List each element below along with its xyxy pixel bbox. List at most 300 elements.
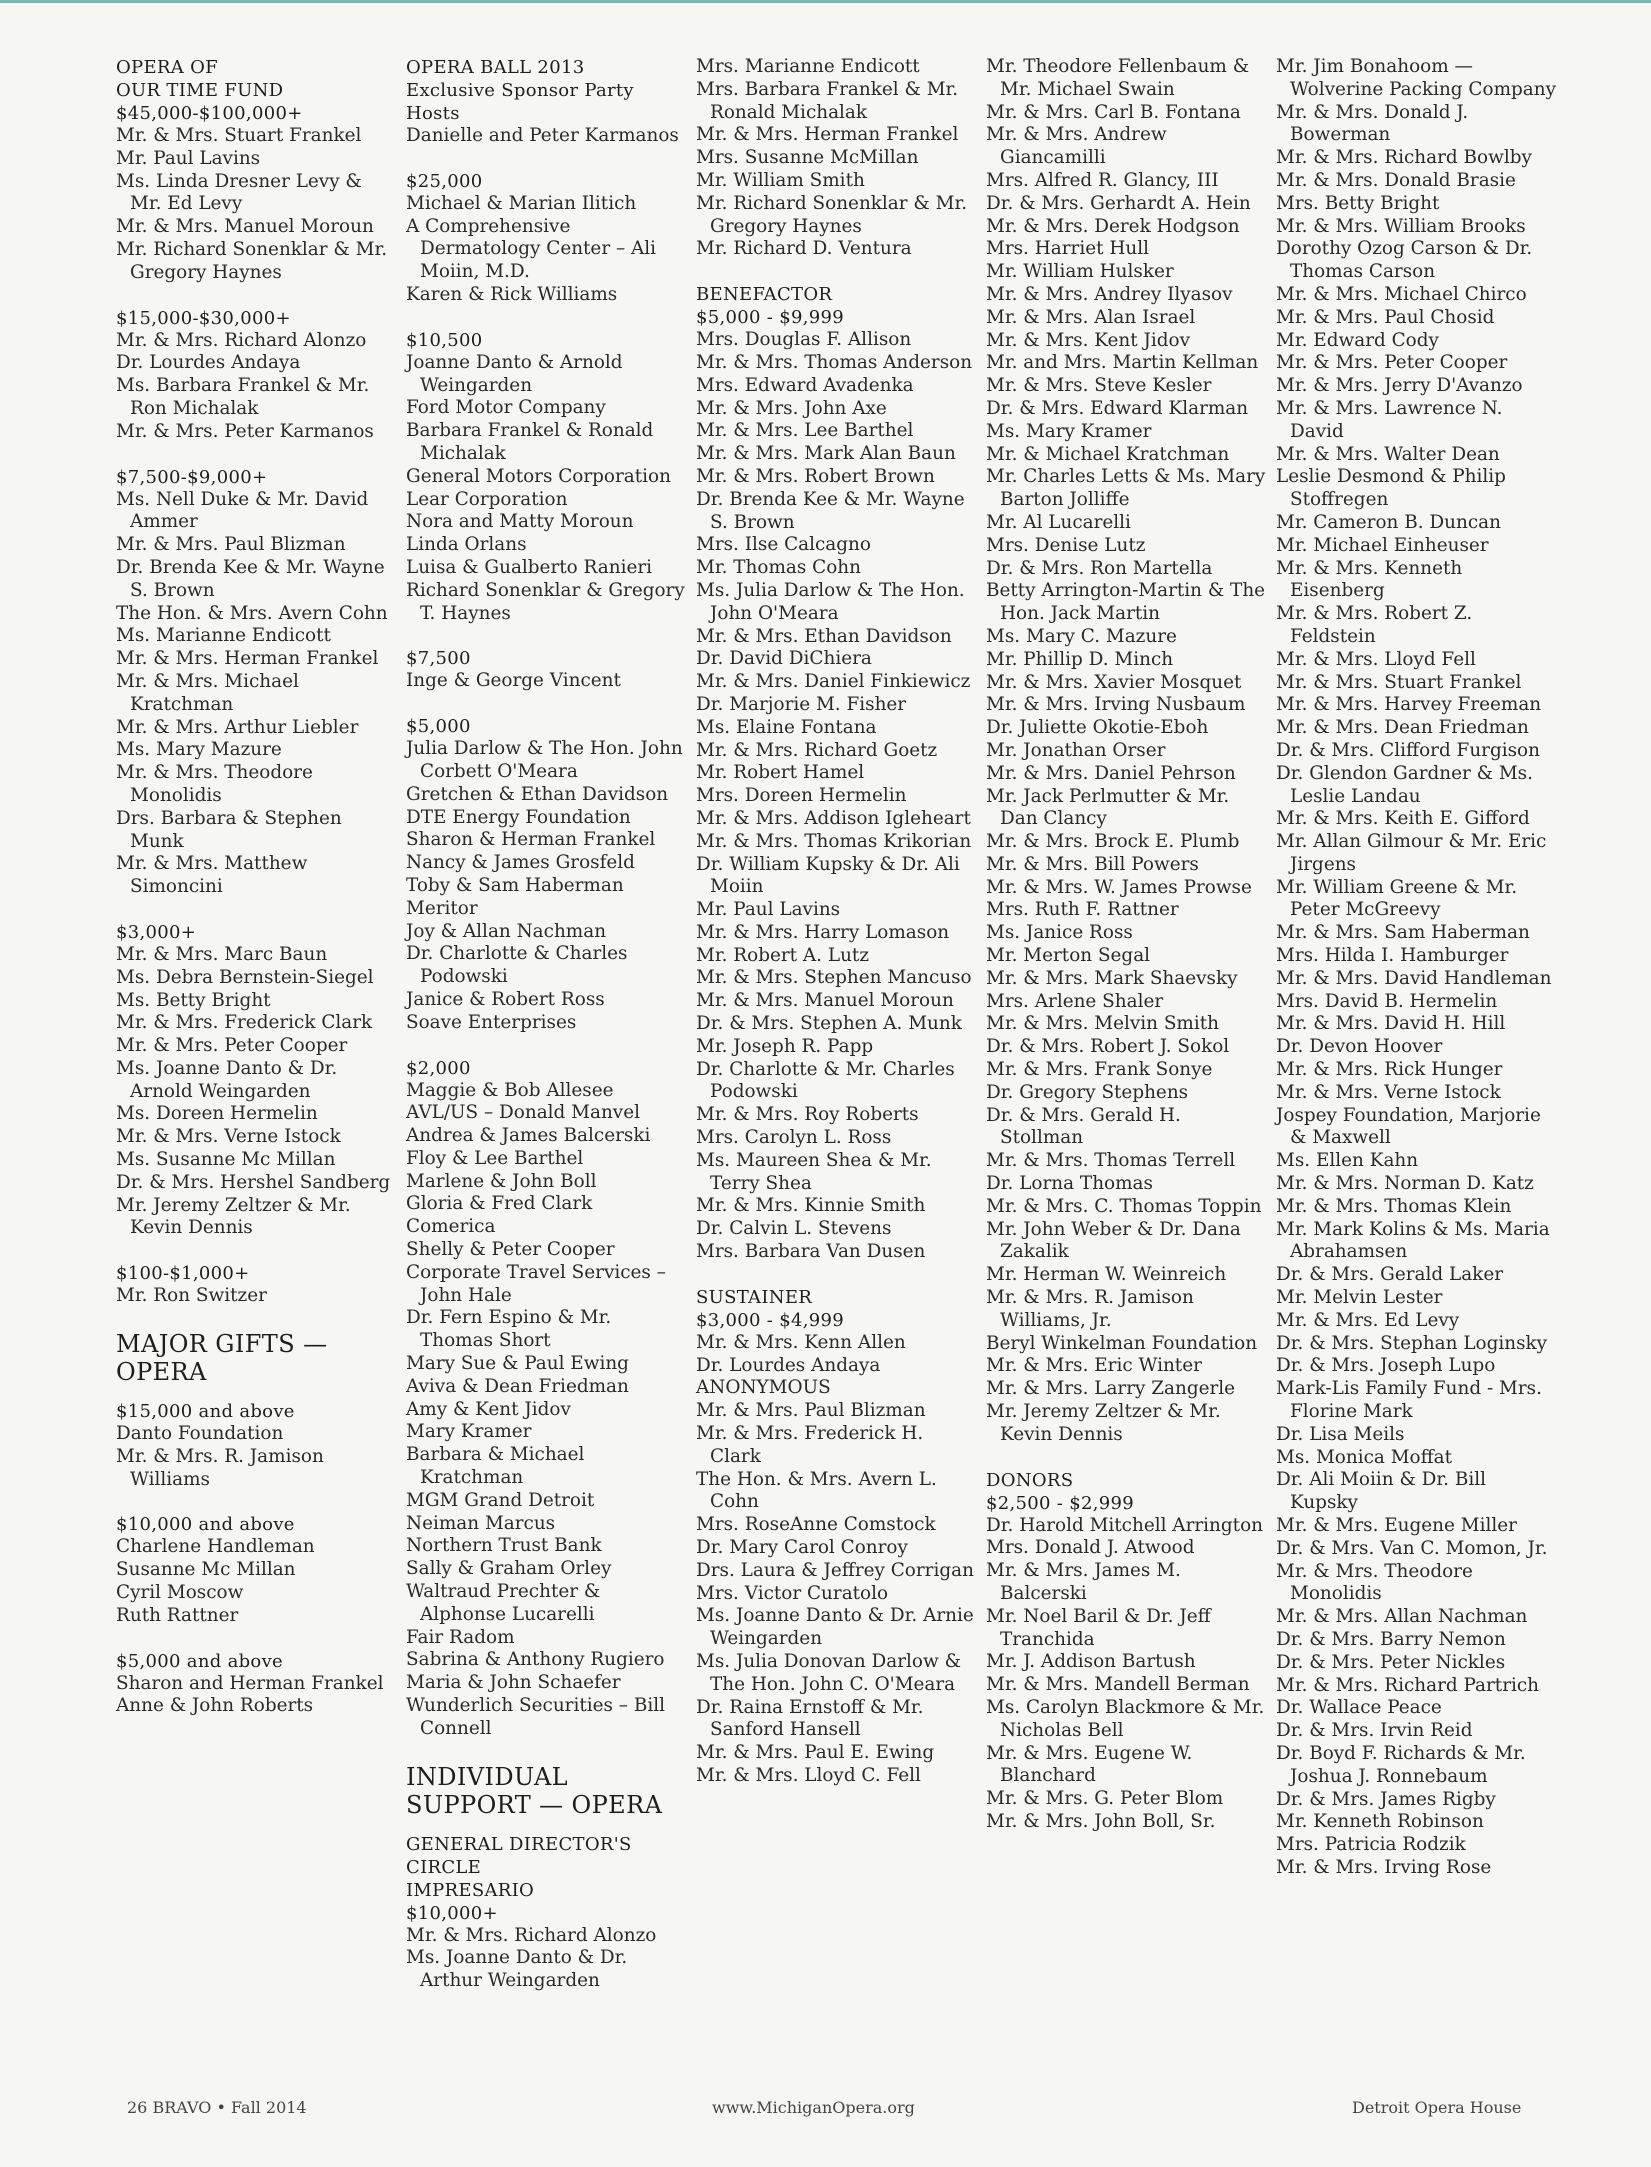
donor-entry: Mr. Jim Bonahoom — Wolverine Packing Company [1276,56,1556,100]
donor-entry: Dr. Charlotte & Charles Podowski [406,943,628,988]
donor-entry: Mr. & Mrs. Rick Hunger [1276,1059,1503,1081]
column-5 [1276,56,1558,1902]
donor-entry: Barbara & Michael Kratchman [406,1444,585,1489]
donor-entry: Mr. & Mrs. G. Peter Blom [986,1788,1224,1810]
donor-entry: Amy & Kent Jidov [406,1398,571,1420]
donor-entry: Nancy & James Grosfeld [406,852,635,874]
donor-entry: Ruth Rattner [116,1604,239,1626]
donor-entry: Danielle and Peter Karmanos [406,125,679,146]
section-heading: DONORS [986,1469,1074,1491]
donor-entry: Mr. Kenneth Robinson [1276,1811,1484,1833]
section-heading: $2,500 - $2,999 [986,1492,1134,1514]
donor-entry: Mr. Al Lucarelli [986,511,1131,533]
donor-entry: Maria & John Schaefer [406,1672,621,1694]
donor-entry: Mr. & Mrs. Frank Sonye [986,1059,1213,1081]
donor-entry: Mrs. Douglas F. Allison [696,329,912,351]
section-heading: $3,000+ [116,921,197,943]
section-heading: $15,000-$30,000+ [116,307,291,329]
donor-entry: Sally & Graham Orley [406,1558,612,1580]
donor-entry: Mr. & Mrs. Eugene W. Blanchard [986,1742,1193,1787]
donor-entry: Neiman Marcus [406,1512,556,1534]
donor-entry: Mr. Noel Baril & Dr. Jeff Tranchida [986,1605,1211,1650]
donor-entry: Fair Radom [406,1626,515,1648]
donor-entry: Mr. & Mrs. Walter Dean [1276,443,1500,465]
donor-entry: Mary Kramer [406,1421,532,1443]
donor-entry: Mr. & Mrs. James M. Balcerski [986,1560,1181,1604]
donor-section [116,921,398,1240]
donor-section [696,1286,978,1788]
donor-entry: Aviva & Dean Friedman [406,1375,629,1397]
donor-entry: Janice & Robert Ross [406,988,605,1010]
donor-entry: Mr. & Mrs. Lee Barthel [696,420,914,442]
donor-entry: Mr. & Mrs. Xavier Mosquet [986,671,1242,693]
donor-entry: Sabrina & Anthony Rugiero [406,1649,665,1671]
donor-entry: Mr. & Mrs. R. Jamison Williams, Jr. [986,1287,1194,1331]
donor-entry: Mr. & Mrs. Verne Istock [1276,1081,1501,1103]
donor-entry: Ms. Mary C. Mazure [986,625,1177,647]
donor-entry: Wunderlich Securities – Bill Connell [406,1695,665,1739]
section-heading: $100-$1,000+ [116,1263,250,1285]
donor-entry: Marlene & John Boll [406,1170,597,1192]
donor-entry: Ford Motor Company [406,397,606,419]
donor-entry: Dr. Marjorie M. Fisher [696,693,907,715]
donor-entry: Mr. & Mrs. Alan Israel [986,306,1196,328]
donor-entry: Betty Arrington-Martin & The Hon. Jack Martin [986,580,1266,625]
donor-entry: Mr. & Mrs. Stuart Frankel [116,125,362,146]
donor-entry: Mr. William Smith [696,169,865,191]
donor-section [696,283,978,1264]
donor-entry: Mr. & Mrs. C. Thomas Toppin [986,1195,1262,1217]
donor-entry: Mr. & Mrs. Kent Jidov [986,329,1190,351]
donor-entry: Toby & Sam Haberman [406,874,624,896]
donor-entry: Corporate Travel Services – John Hale [406,1261,666,1306]
donor-entry: Dr. Glendon Gardner & Ms. Leslie Landau [1276,762,1533,807]
donor-entry: Mr. & Mrs. William Brooks [1276,215,1526,237]
donor-entry: Nora and Matty Moroun [406,511,634,533]
donor-section [406,647,688,693]
donor-entry: Mr. & Mrs. Richard Bowlby [1276,147,1532,169]
donor-entry: Mr. & Mrs. Theodore Monolidis [1276,1560,1473,1605]
donor-entry: Andrea & James Balcerski [406,1125,651,1147]
donor-entry: Mr. Richard Sonenklar & Mr. Gregory Haynes [116,238,388,283]
donor-section [116,466,398,899]
donor-entry: Mr. & Mrs. Herman Frankel [696,124,959,146]
donor-entry: Mr. & Mrs. Bill Powers [986,853,1199,875]
footer-page-info: 26 BRAVO • Fall 2014 [127,2098,307,2117]
donor-entry: Mary Sue & Paul Ewing [406,1353,629,1375]
donor-entry: Ms. Elaine Fontana [696,716,877,738]
donor-section [116,307,398,444]
donor-entry: Karen & Rick Williams [406,283,618,305]
section-heading: $15,000 and above [116,1401,295,1423]
donor-entry: Dr. & Mrs. Barry Nemon [1276,1628,1506,1650]
donor-entry: Sharon and Herman Frankel [116,1672,384,1694]
donor-entry: Dr. & Mrs. Ron Martella [986,557,1213,579]
donor-entry: Drs. Barbara & Stephen Munk [116,807,342,852]
section-heading: $5,000 - $9,999 [696,307,844,329]
donor-entry: Mrs. Barbara Frankel & Mr. Ronald Michalak [696,78,959,123]
column-1 [116,56,398,1740]
donor-entry: Michael & Marian Ilitich [406,192,637,214]
donor-entry: A Comprehensive Dermatology Center – Ali Moiin, M.D. [406,215,657,283]
donor-entry: Dr. Brenda Kee & Mr. Wayne S. Brown [696,488,965,533]
donor-entry: Gloria & Fred Clark [406,1193,593,1215]
section-heading: Hosts [406,103,460,124]
donor-entry: Mr. & Mrs. Lawrence N. David [1276,397,1503,442]
donor-entry: Danto Foundation [116,1423,284,1445]
top-accent-line [0,0,1651,3]
section-heading: $7,500 [406,648,471,670]
donor-entry: Shelly & Peter Cooper [406,1239,615,1261]
donor-entry: Mrs. David B. Hermelin [1276,990,1498,1012]
donor-entry: Mr. & Mrs. Manuel Moroun [116,216,374,238]
section-heading: $45,000-$100,000+ [116,103,303,124]
donor-entry: Dr. Harold Mitchell Arrington [986,1514,1263,1536]
donor-entry: Ms. Doreen Hermelin [116,1103,318,1125]
donor-entry: Ms. Mary Kramer [986,420,1152,442]
donor-entry: Mr. & Mrs. Eugene Miller [1276,1515,1517,1536]
donor-entry: Mr. Theodore Fellenbaum & Mr. Michael Swain [986,56,1250,100]
donor-entry: Richard Sonenklar & Gregory T. Haynes [406,579,685,624]
donor-entry: Mr. Jonathan Orser [986,739,1166,761]
section-heading: $5,000 and above [116,1650,283,1672]
donor-entry: Meritor [406,897,478,919]
donor-entry: Dr. Lorna Thomas [986,1173,1153,1195]
donor-entry: Mrs. Ilse Calcagno [696,534,871,556]
donor-section [986,56,1268,1447]
donor-entry: Mr. & Mrs. Brock E. Plumb [986,831,1240,853]
donor-entry: Soave Enterprises [406,1011,577,1033]
donor-entry: Dr. Brenda Kee & Mr. Wayne S. Brown [116,556,385,601]
donor-entry: Gretchen & Ethan Davidson [406,783,669,805]
donor-entry: Ms. Julia Donovan Darlow & The Hon. John C. O'Meara [696,1651,961,1695]
donor-entry: Sharon & Herman Frankel [406,829,656,851]
donor-entry: Mrs. Doreen Hermelin [696,785,907,807]
donor-entry: Jospey Foundation, Marjorie & Maxwell [1276,1104,1541,1149]
footer-website: www.MichiganOpera.org [712,2098,915,2117]
donor-entry: Mr. & Mrs. Frederick H. Clark [696,1423,924,1467]
donor-entry: Mr. Edward Cody [1276,329,1439,351]
donor-entry: Dr. Lourdes Andaya [116,352,301,374]
donor-section [116,1513,398,1627]
donor-entry: Mark-Lis Family Fund - Mrs. Florine Mark [1276,1378,1542,1423]
donor-entry: Mr. Herman W. Weinreich [986,1264,1227,1286]
donor-entry: Mr. J. Addison Bartush [986,1651,1196,1673]
donor-section [406,56,688,148]
donor-entry: Mr. Paul Lavins [696,899,841,921]
donor-entry: Mr. & Mrs. Dean Friedman [1276,717,1529,739]
donor-entry: Mr. & Mrs. Carl B. Fontana [986,101,1241,123]
donor-entry: Floy & Lee Barthel [406,1147,584,1169]
donor-entry: Joy & Allan Nachman [406,920,607,942]
donor-entry: Mr. Michael Einheuser [1276,534,1489,556]
donor-entry: Dr. & Mrs. Hershel Sandberg [116,1171,391,1193]
donor-entry: Mr. & Mrs. R. Jamison Williams [116,1445,324,1490]
donor-entry: Mr. Richard D. Ventura [696,238,912,260]
donor-entry: Mr. Phillip D. Minch [986,648,1174,670]
donor-entry: Ms. Betty Bright [116,989,271,1011]
donor-entry: Mr. & Mrs. Jerry D'Avanzo [1276,375,1523,397]
donor-entry: Joanne Danto & Arnold Weingarden [406,351,623,396]
donor-entry: Mr. & Mrs. Robert Z. Feldstein [1276,603,1473,647]
donor-entry: Dr. Lisa Meils [1276,1423,1405,1445]
donor-entry: Dr. & Mrs. James Rigby [1276,1788,1496,1810]
big-title-line: MAJOR GIFTS — [116,1330,328,1359]
donor-entry: MGM Grand Detroit [406,1489,595,1511]
donor-entry: Mr. Allan Gilmour & Mr. Eric Jirgens [1276,831,1547,875]
donor-entry: Anne & John Roberts [116,1695,314,1717]
donor-entry: Dr. & Mrs. Robert J. Sokol [986,1036,1230,1058]
donor-entry: Ms. Monica Moffat [1276,1446,1453,1468]
donor-entry: Mrs. Alfred R. Glancy, III [986,169,1219,191]
donor-entry: Ms. Joanne Danto & Dr. Arnie Weingarden [696,1605,974,1650]
donor-entry: Mr. & Mrs. Ethan Davidson [696,625,952,647]
donor-section [406,329,688,626]
donor-entry: Ms. Janice Ross [986,922,1133,944]
donor-entry: Mr. & Mrs. Paul E. Ewing [696,1742,935,1764]
donor-entry: Barbara Frankel & Ronald Michalak [406,420,654,464]
donor-entry: Waltraud Prechter & Alphonse Lucarelli [406,1581,601,1625]
donor-entry: Mr. & Mrs. John Boll, Sr. [986,1810,1216,1832]
donor-entry: Julia Darlow & The Hon. John Corbett O'Meara [406,738,683,782]
donor-entry: The Hon. & Mrs. Avern L. Cohn [696,1468,937,1513]
donor-entry: Mr. Ron Switzer [116,1285,267,1307]
donor-entry: Mr. & Mrs. Michael Chirco [1276,283,1527,305]
donor-entry: Mr. & Mrs. Andrey Ilyasov [986,283,1233,305]
donor-entry: Ms. Joanne Danto & Dr. Arthur Weingarden [406,1947,628,1992]
donor-entry: Mr. Jack Perlmutter & Mr. Dan Clancy [986,785,1230,830]
donor-section [116,1262,398,1308]
donor-entry: Mr. & Mrs. Peter Karmanos [116,420,374,442]
donor-section [116,56,398,285]
donor-entry: Mr. & Mrs. Arthur Liebler [116,716,359,738]
donor-entry: Mr. & Mrs. Richard Alonzo [406,1924,657,1946]
donor-section [406,1763,688,1993]
donor-entry: Mr. & Mrs. Sam Haberman [1276,922,1530,944]
donor-entry: Cyril Moscow [116,1582,244,1604]
big-title-line: SUPPORT — OPERA [406,1790,663,1819]
donor-entry: Mr. & Mrs. Stephen Mancuso [696,967,972,989]
donor-entry: Mr. & Mrs. Mandell Berman [986,1674,1250,1696]
donor-entry: The Hon. & Mrs. Avern Cohn [116,602,388,624]
donor-entry: Dr. & Mrs. Stephen A. Munk [696,1013,962,1035]
donor-entry: Dr. Ali Moiin & Dr. Bill Kupsky [1276,1469,1487,1514]
section-heading: $3,000 - $4,999 [696,1309,844,1331]
donor-entry: Mr. & Mrs. Derek Hodgson [986,215,1240,237]
donor-entry: Ms. Susanne Mc Millan [116,1149,336,1171]
section-heading: $7,500-$9,000+ [116,466,268,488]
donor-entry: Mr. & Mrs. W. James Prowse [986,876,1252,898]
donor-entry: Mr. & Mrs. Peter Cooper [1276,352,1508,374]
section-heading: $25,000 [406,170,483,192]
donor-entry: Dr. Raina Ernstoff & Mr. Sanford Hansell [696,1696,924,1741]
donor-entry: Dr. & Mrs. Gerhardt A. Hein [986,192,1251,214]
section-heading: SUSTAINER [696,1286,813,1308]
donor-entry: Dr. Charlotte & Mr. Charles Podowski [696,1058,955,1103]
section-heading: $5,000 [406,716,471,738]
donor-entry: Beryl Winkelman Foundation [986,1332,1258,1354]
donor-entry: Dr. Devon Hoover [1276,1036,1443,1058]
donor-entry: Mrs. Victor Curatolo [696,1582,889,1604]
donor-entry: Dr. & Mrs. Van C. Momon, Jr. [1276,1537,1548,1559]
section-heading: CIRCLE [406,1856,482,1878]
donor-entry: Lear Corporation [406,488,568,510]
donor-entry: Dr. Boyd F. Richards & Mr. Joshua J. Ronnebaum [1276,1742,1526,1787]
donor-entry: Mr. & Mrs. Lloyd Fell [1276,648,1476,670]
donor-entry: Dr. & Mrs. Gerald H. Stollman [986,1104,1181,1149]
donor-entry: Mr. Robert A. Lutz [696,944,870,966]
donor-entry: Mr. & Mrs. Irving Rose [1276,1856,1492,1878]
donor-section [116,1330,398,1491]
donor-entry: Mrs. Patricia Rodzik [1276,1834,1466,1856]
donor-entry: Mr. & Mrs. Herman Frankel [116,648,379,670]
donor-entry: Maggie & Bob Allesee [406,1079,614,1101]
donor-entry: Mr. William Hulsker [986,261,1174,283]
donor-entry: Mr. & Mrs. Thomas Terrell [986,1150,1236,1172]
section-heading: OPERA BALL 2013 [406,57,585,78]
donor-entry: Mrs. Donald J. Atwood [986,1537,1195,1559]
donor-entry: Mr. & Mrs. Thomas Krikorian [696,830,972,852]
donor-entry: Mr. Jeremy Zeltzer & Mr. Kevin Dennis [116,1194,351,1239]
donor-entry: Ms. Carolyn Blackmore & Mr. Nicholas Bell [986,1696,1265,1741]
donor-entry: Mrs. Susanne McMillan [696,147,919,169]
donor-entry: Comerica [406,1216,496,1238]
donor-entry: Mr. Cameron B. Duncan [1276,511,1501,533]
donor-entry: Ms. Nell Duke & Mr. David Ammer [116,488,369,533]
donor-entry: Ms. Maureen Shea & Mr. Terry Shea [696,1149,932,1194]
big-title-line: INDIVIDUAL [406,1762,569,1791]
donor-entry: Mr. & Mrs. Eric Winter [986,1355,1202,1377]
donor-entry: Mr. & Mrs. David Handleman [1276,967,1552,989]
donor-entry: Mrs. Arlene Shaler [986,990,1164,1012]
section-heading: OUR TIME FUND [116,80,284,101]
donor-entry: Mr. & Mrs. Kenneth Eisenberg [1276,557,1463,602]
donor-entry: Dr. & Mrs. Gerald Laker [1276,1264,1503,1286]
donor-entry: Mrs. Hilda I. Hamburger [1276,945,1509,967]
donor-entry: Susanne Mc Millan [116,1559,296,1581]
donor-entry: Mr. & Mrs. Kinnie Smith [696,1195,926,1217]
donor-entry: Dr. & Mrs. Peter Nickles [1276,1651,1506,1673]
donor-entry: Charlene Handleman [116,1536,315,1558]
donor-entry: Mrs. Marianne Endicott [696,56,920,77]
donor-entry: Dr. & Mrs. Irvin Reid [1276,1720,1473,1742]
donor-entry: Mrs. Denise Lutz [986,534,1146,556]
donor-section [986,1469,1268,1834]
donor-entry: Mr. & Mrs. Melvin Smith [986,1013,1219,1035]
donor-entry: Ms. Barbara Frankel & Mr. Ron Michalak [116,375,370,419]
donor-entry: Mr. & Mrs. Stuart Frankel [1276,671,1522,693]
donor-entry: Northern Trust Bank [406,1535,602,1557]
donor-entry: Mr. & Mrs. David H. Hill [1276,1013,1506,1035]
donor-section [1276,56,1558,1880]
donor-entry: Mrs. Harriet Hull [986,238,1149,260]
section-heading: BENEFACTOR [696,284,833,306]
donor-section [406,715,688,1034]
donor-entry: Ms. Marianne Endicott [116,625,331,647]
donor-entry: Mr. & Mrs. Paul Chosid [1276,306,1495,328]
section-heading: OPERA OF [116,57,218,78]
donor-entry: Mr. and Mrs. Martin Kellman [986,352,1259,374]
column-4 [986,56,1268,1856]
donor-entry: Mr. & Mrs. Irving Nusbaum [986,694,1246,716]
donor-section [696,56,978,261]
donor-entry: Ms. Mary Mazure [116,739,282,761]
donor-entry: Mr. & Mrs. Thomas Klein [1276,1195,1512,1217]
donor-entry: Dorothy Ozog Carson & Dr. Thomas Carson [1276,238,1533,283]
donor-entry: Mr. & Mrs. Marc Baun [116,943,328,965]
donor-section [406,170,688,307]
donor-entry: Dr. & Mrs. Stephan Loginsky [1276,1332,1548,1354]
donor-entry: Mr. & Mrs. Steve Kesler [986,375,1212,397]
donor-columns [116,56,1616,2076]
donor-entry: Mr. & Mrs. Ed Levy [1276,1309,1460,1331]
section-heading: $10,000 and above [116,1514,295,1536]
donor-entry: Mr. & Mrs. Richard Goetz [696,739,938,761]
donor-entry: Mr. & Mrs. Donald J. Bowerman [1276,101,1469,146]
donor-entry: Mr. Jeremy Zeltzer & Mr. Kevin Dennis [986,1401,1221,1445]
donor-entry: Mr. William Greene & Mr. Peter McGreevy [1276,876,1518,921]
section-heading: GENERAL DIRECTOR'S [406,1833,632,1855]
footer-venue: Detroit Opera House [1352,2098,1522,2117]
section-big-title [116,1330,398,1386]
donor-entry: Mr. Joseph R. Papp [696,1035,874,1057]
donor-entry: Ms. Joanne Danto & Dr. Arnold Weingarden [116,1057,338,1102]
donor-entry: Mr. Paul Lavins [116,147,261,169]
donor-entry: Dr. & Mrs. Edward Klarman [986,397,1249,419]
donor-entry: Ms. Julia Darlow & The Hon. John O'Meara [696,579,965,624]
donor-entry: Dr. & Mrs. Clifford Furgison [1276,739,1540,761]
donor-entry: ANONYMOUS [696,1377,831,1399]
donor-entry: Mr. & Mrs. Michael Kratchman [116,670,299,715]
big-title-line: OPERA [116,1358,207,1387]
donor-entry: Mrs. Edward Avadenka [696,374,914,396]
donor-entry: Mr. Charles Letts & Ms. Mary Barton Jolliffe [986,466,1266,511]
donor-entry: Drs. Laura & Jeffrey Corrigan [696,1559,974,1581]
donor-entry: Mr. & Mrs. Andrew Giancamilli [986,124,1167,169]
section-big-title [406,1763,688,1819]
donor-entry: Mr. & Mrs. Paul Blizman [116,534,346,556]
donor-entry: Mr. & Mrs. Allan Nachman [1276,1606,1528,1628]
donor-entry: Mr. & Mrs. John Axe [696,397,887,419]
donor-entry: Mr. & Mrs. Roy Roberts [696,1104,919,1126]
section-heading: $10,500 [406,329,483,351]
donor-entry: Mr. Merton Segal [986,945,1151,967]
donor-entry: Leslie Desmond & Philip Stoffregen [1276,466,1506,511]
donor-entry: Mr. Robert Hamel [696,762,865,784]
donor-entry: Mr. & Mrs. Paul Blizman [696,1400,926,1422]
donor-entry: Dr. David DiChiera [696,648,872,670]
donor-entry: Mrs. Betty Bright [1276,192,1440,214]
donor-entry: Mr. & Mrs. Verne Istock [116,1126,341,1148]
donor-entry: Mr. & Mrs. Thomas Anderson [696,351,973,373]
donor-entry: Ms. Debra Bernstein-Siegel [116,966,374,988]
donor-entry: Dr. Gregory Stephens [986,1081,1189,1103]
donor-entry: Mr. & Mrs. Larry Zangerle [986,1378,1236,1400]
section-heading: IMPRESARIO [406,1879,535,1901]
donor-entry: Dr. & Mrs. Joseph Lupo [1276,1355,1496,1377]
donor-entry: Mr. & Mrs. Richard Partrich [1276,1674,1540,1696]
column-2 [406,56,688,2015]
donor-entry: Mr. & Mrs. Lloyd C. Fell [696,1764,921,1786]
donor-entry: Mr. & Mrs. Addison Igleheart [696,807,971,829]
donor-entry: Mr. & Mrs. Keith E. Gifford [1276,808,1530,830]
donor-entry: Mr. & Mrs. Kenn Allen [696,1331,906,1353]
donor-entry: Mr. & Mrs. Donald Brasie [1276,169,1516,191]
section-heading: Exclusive Sponsor Party [406,80,634,101]
donor-entry: Dr. Juliette Okotie-Eboh [986,717,1209,739]
donor-entry: Dr. Wallace Peace [1276,1697,1442,1719]
donor-entry: DTE Energy Foundation [406,806,631,828]
